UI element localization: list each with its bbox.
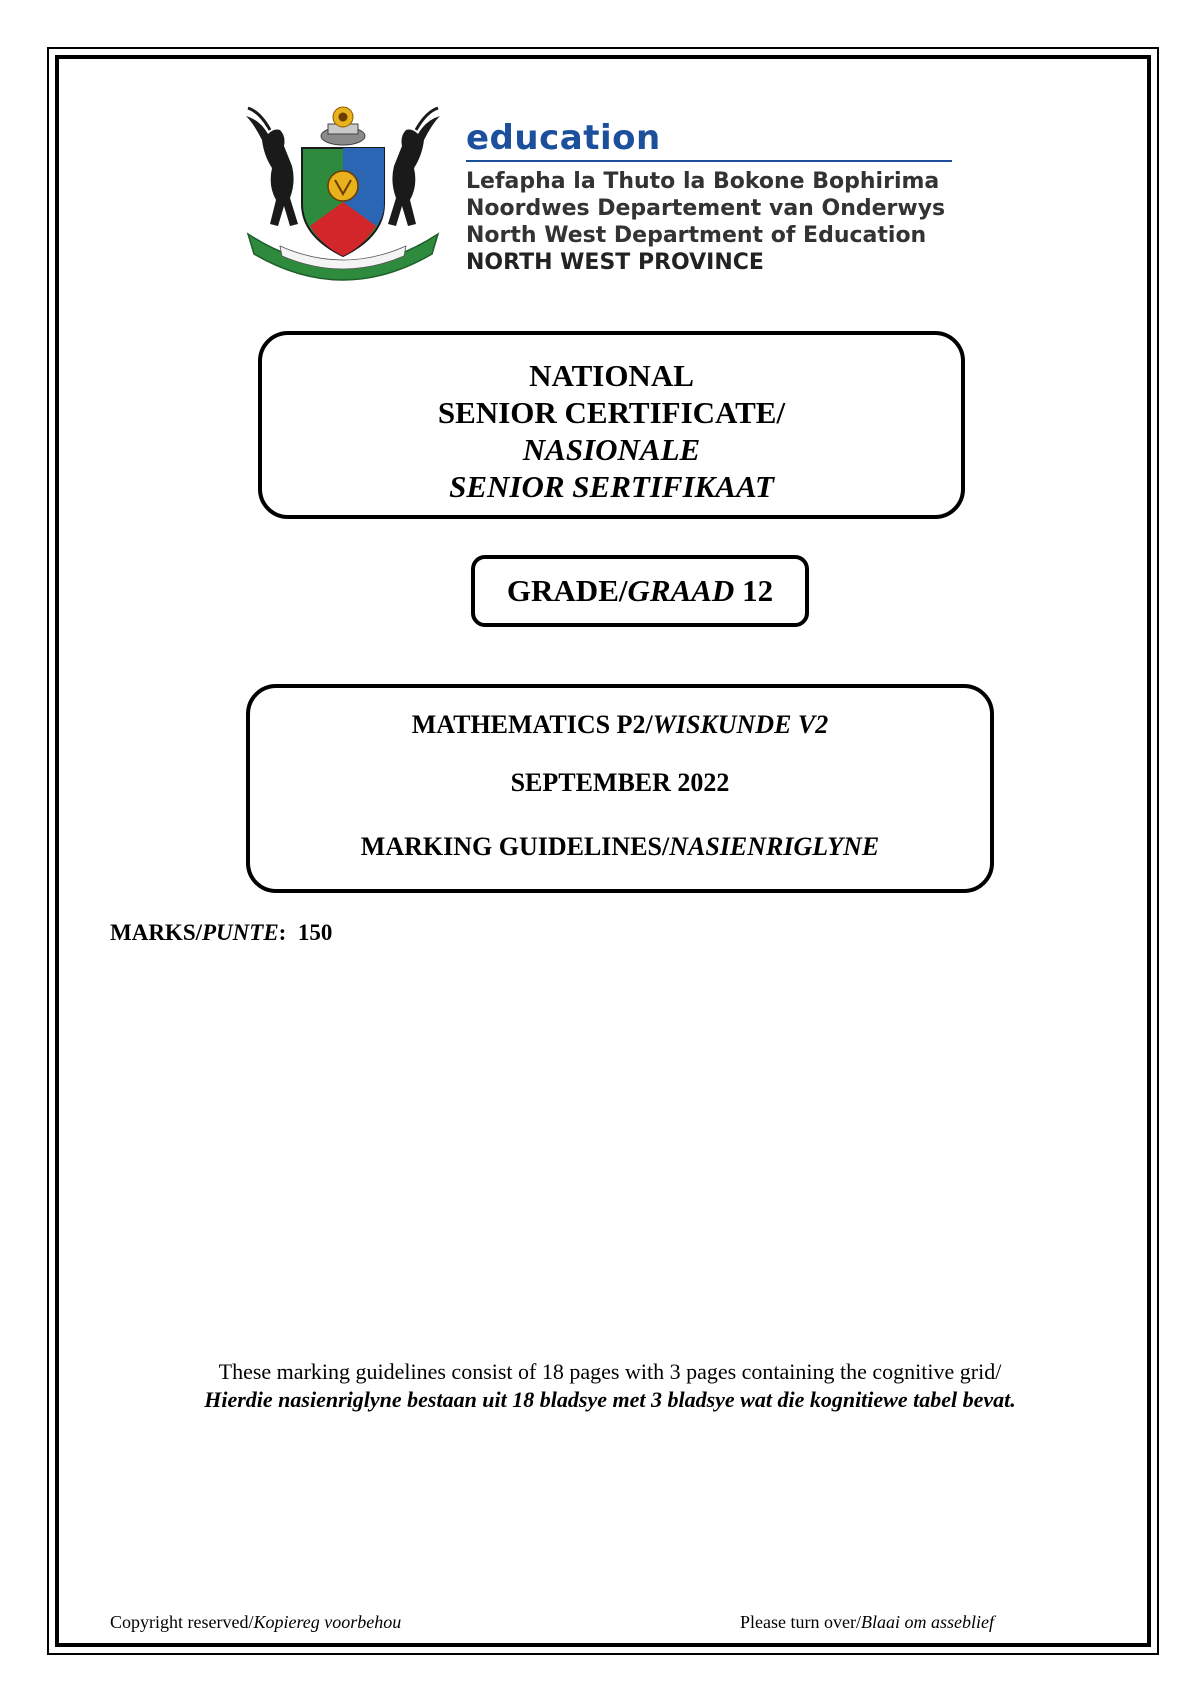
title-line-nasionale: NASIONALE	[522, 432, 701, 467]
footer-copyright-en: Copyright reserved/	[110, 1612, 254, 1632]
footer-copyright	[110, 1612, 401, 1633]
marks-value: 150	[297, 920, 333, 945]
footer-turn-over-en: Please turn over/	[740, 1612, 861, 1632]
grade-label-en: GRADE/	[506, 573, 628, 608]
province-name: NORTH WEST PROVINCE	[466, 250, 764, 275]
coat-of-arms-icon	[240, 106, 446, 286]
grade-label-af: GRAAD	[627, 573, 735, 608]
footer-turn-over-af: Blaai om asseblief	[860, 1612, 994, 1632]
heading-rule	[466, 160, 952, 162]
title-line-senior-certificate: SENIOR CERTIFICATE/	[437, 395, 786, 430]
footer-copyright-af: Kopiereg voorbehou	[253, 1612, 402, 1632]
page-count-note	[80, 1358, 1140, 1414]
grade-label	[475, 559, 805, 623]
footer-turn-over	[740, 1612, 994, 1633]
marks-label-af: PUNTE	[202, 920, 279, 945]
education-logo-text: education	[466, 118, 661, 158]
department-heading	[466, 118, 952, 276]
guidelines-line	[250, 832, 990, 862]
guidelines-af: NASIENRIGLYNE	[669, 832, 880, 861]
dept-line-setswana: Lefapha la Thuto la Bokone Bophirima	[466, 169, 940, 194]
grade-number: 12	[734, 573, 774, 608]
page-count-note-af: Hierdie nasienriglyne bestaan uit 18 bladsye met 3 bladsye wat die kognitiewe tabel bevat.	[204, 1387, 1016, 1412]
subject-af: WISKUNDE V2	[652, 710, 829, 739]
certificate-title-box	[258, 331, 965, 519]
grade-box	[471, 555, 809, 627]
title-line-national: NATIONAL	[529, 358, 694, 393]
title-line-senior-sertifikaat: SENIOR SERTIFIKAAT	[449, 469, 774, 504]
page-count-note-en: These marking guidelines consist of 18 pages with 3 pages containing the cognitive grid/	[218, 1359, 1002, 1384]
subject-line	[250, 710, 990, 740]
guidelines-en: MARKING GUIDELINES/	[360, 832, 670, 861]
subject-en: MATHEMATICS P2/	[411, 710, 653, 739]
marks-label-en: MARKS/	[110, 920, 202, 945]
total-marks	[110, 920, 332, 946]
subject-box	[246, 684, 994, 893]
exam-date: SEPTEMBER 2022	[510, 768, 730, 797]
dept-line-afrikaans: Noordwes Departement van Onderwys	[466, 196, 946, 221]
dept-line-english: North West Department of Education	[466, 223, 927, 248]
marks-colon: :	[278, 920, 298, 945]
